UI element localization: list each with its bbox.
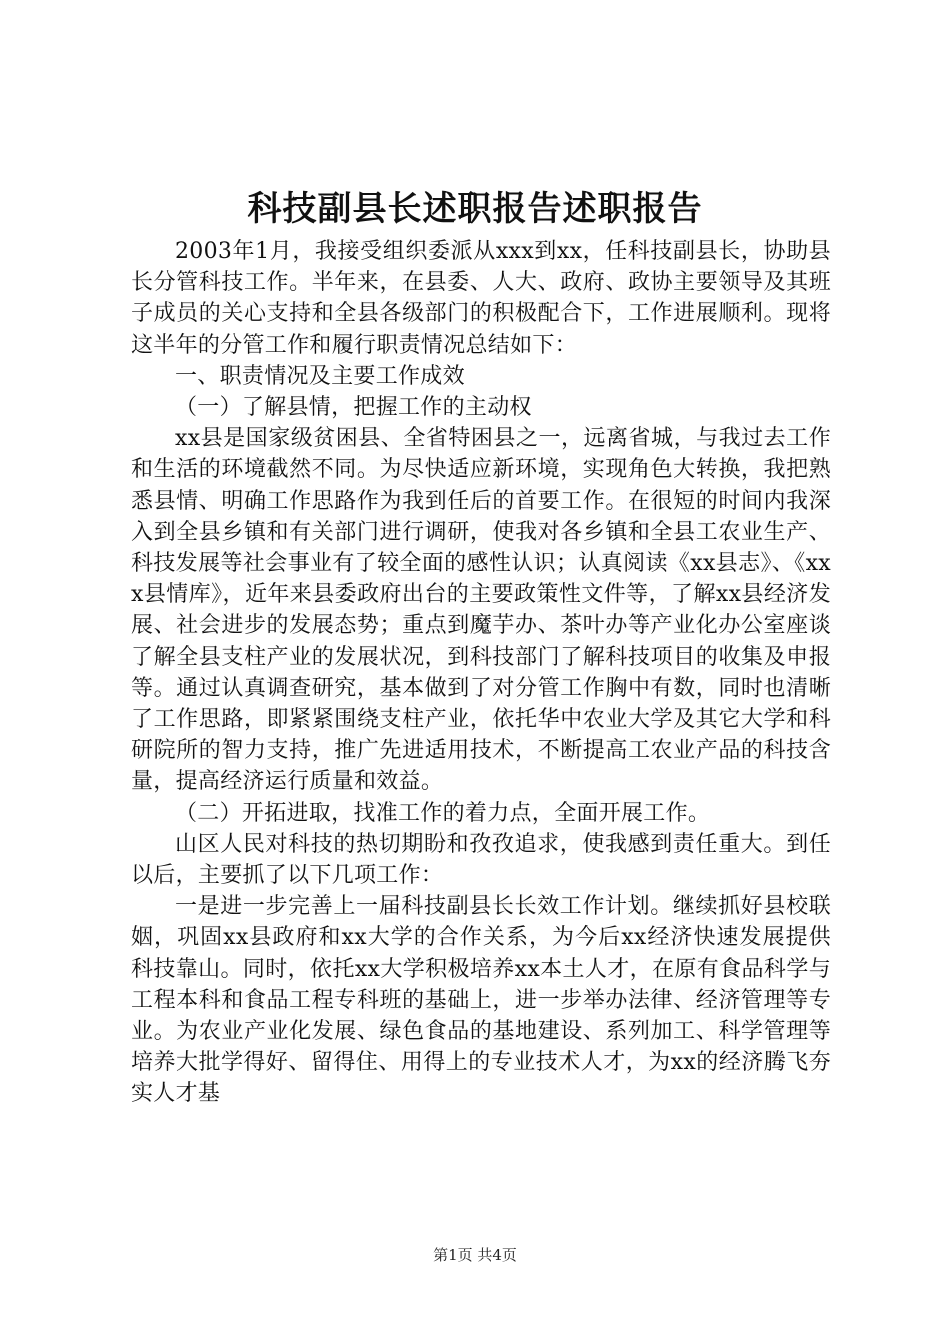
subsection-heading-2: （二）开拓进取，找准工作的着力点，全面开展工作。 <box>175 800 711 826</box>
document-body <box>131 236 831 1110</box>
page-number-footer: 第1页 共4页 <box>433 1246 517 1264</box>
subsection-heading-1: （一）了解县情，把握工作的主动权 <box>175 395 532 421</box>
paragraph-responsibility: 山区人民对科技的热切期盼和孜孜追求，使我感到责任重大。到任以后，主要抓了以下几项工作： <box>131 831 831 889</box>
document-title: 科技副县长述职报告述职报告 <box>247 189 703 229</box>
paragraph-work-item-1: 一是进一步完善上一届科技副县长长效工作计划。继续抓好县校联姻，巩固xx县政府和xx大学的合作关系，为今后xx经济快速发展提供科技靠山。同时，依托xx大学积极培养xx本土人才，在原有食品科学与工程本科和食品工程专科班的基础上，进一步举办法律、经济管理等专业。为农业产业化发展、绿色食品的基地建设、系列加工、科学管理等培养大批学得好、留得住、用得上的专业技术人才，为xx的经济腾飞夯实人才基 <box>131 894 831 1107</box>
section-heading-1: 一、职责情况及主要工作成效 <box>175 363 465 389</box>
paragraph-intro: 2003年1月，我接受组织委派从xxx到xx，任科技副县长，协助县长分管科技工作。半年来，在县委、人大、政府、政协主要领导及其班子成员的关心支持和全县各级部门的积极配合下，工作进展顺利。现将这半年的分管工作和履行职责情况总结如下： <box>131 239 831 358</box>
paragraph-county-situation: xx县是国家级贫困县、全省特困县之一，远离省城，与我过去工作和生活的环境截然不同。为尽快适应新环境，实现角色大转换，我把熟悉县情、明确工作思路作为我到任后的首要工作。在很短的时间内我深入到全县乡镇和有关部门进行调研，使我对各乡镇和全县工农业生产、科技发展等社会事业有了较全面的感性认识；认真阅读《xx县志》、《xxx县情库》，近年来县委政府出台的主要政策性文件等，了解xx县经济发展、社会进步的发展态势；重点到魔芋办、茶叶办等产业化办公室座谈了解全县支柱产业的发展状况，到科技部门了解科技项目的收集及申报等。通过认真调查研究，基本做到了对分管工作胸中有数，同时也清晰了工作思路，即紧紧围绕支柱产业，依托华中农业大学及其它大学和科研院所的智力支持，推广先进适用技术，不断提高工农业产品的科技含量，提高经济运行质量和效益。 <box>131 426 831 795</box>
